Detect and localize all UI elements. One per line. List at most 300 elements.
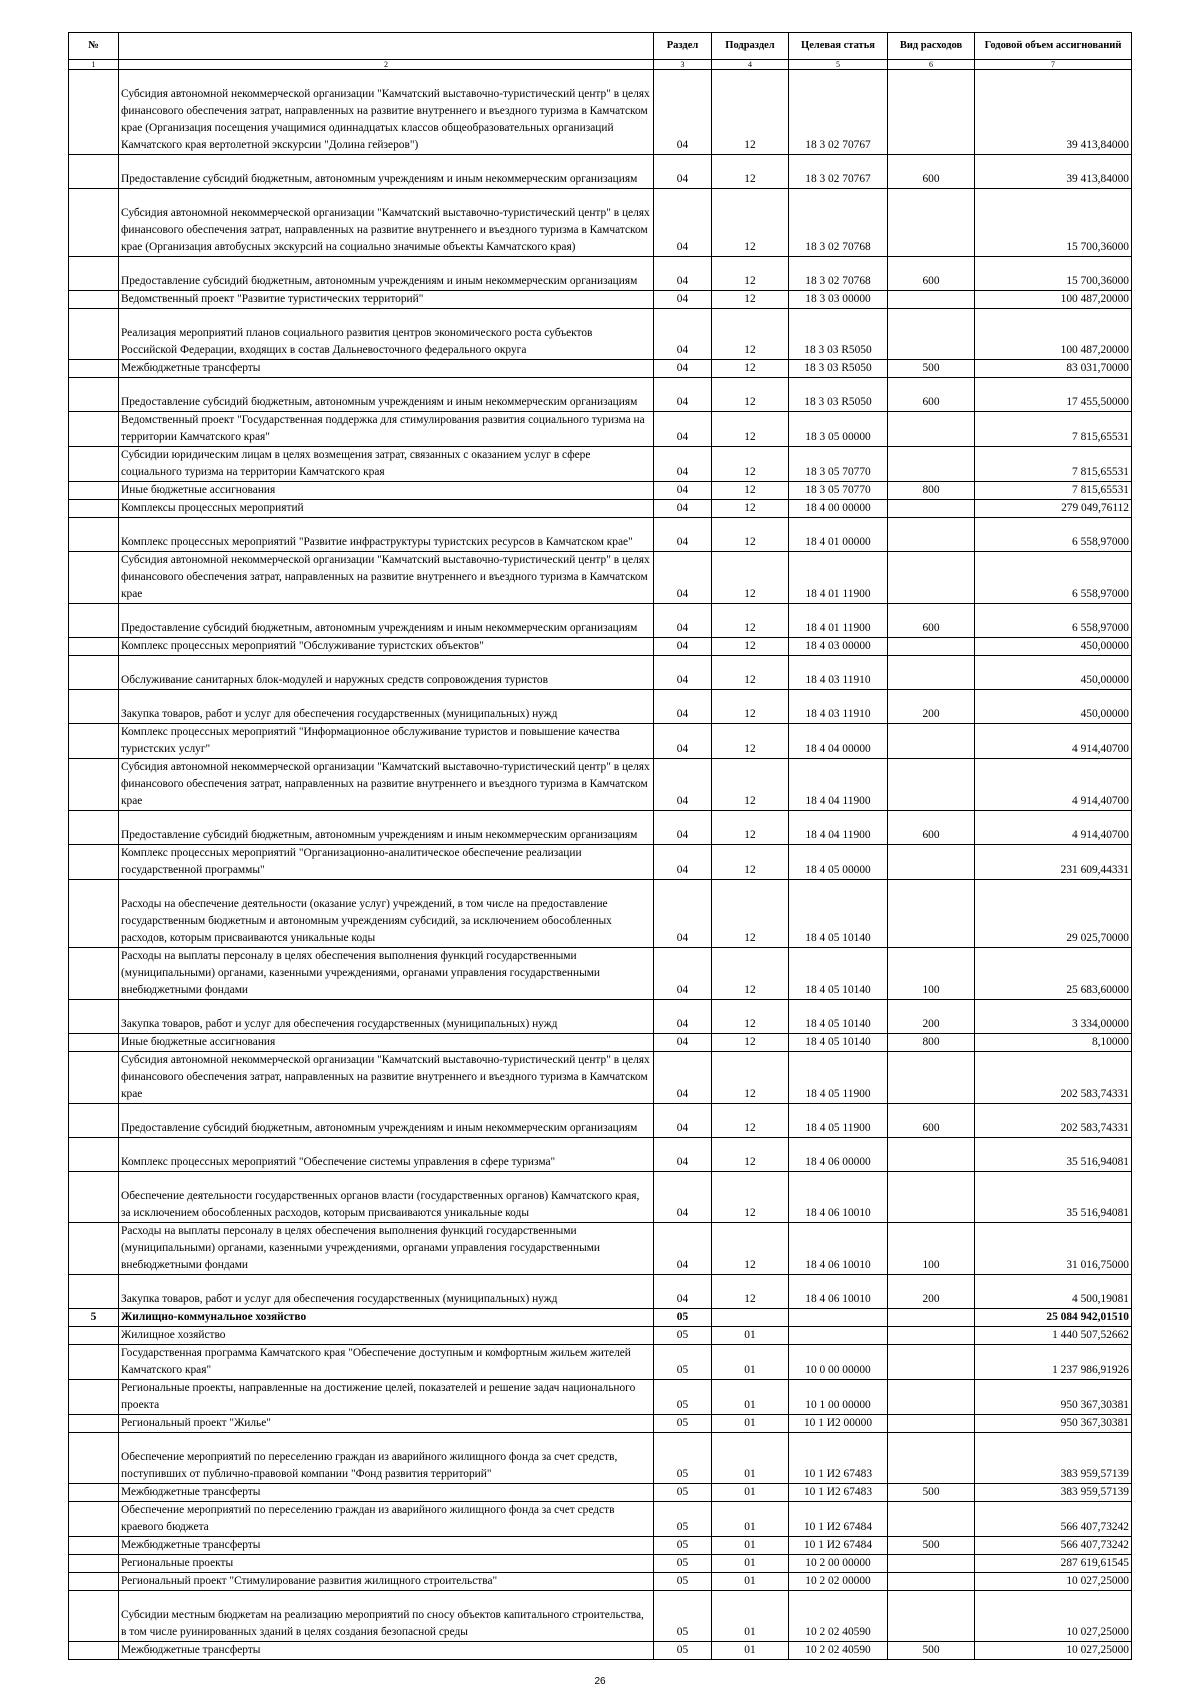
row-razdel-cell: 04 xyxy=(654,257,712,291)
row-vid-cell xyxy=(888,1415,975,1433)
row-vid-cell xyxy=(888,500,975,518)
row-celevaya-cell: 18 4 05 11900 xyxy=(789,1104,888,1138)
row-podrazdel-cell: 12 xyxy=(712,70,789,155)
table-row xyxy=(69,378,1132,412)
row-sum-cell: 3 334,00000 xyxy=(975,1000,1132,1034)
row-sum-cell: 1 237 986,91926 xyxy=(975,1345,1132,1380)
row-podrazdel-cell: 12 xyxy=(712,1275,789,1309)
row-num-cell xyxy=(69,1502,119,1537)
row-razdel-cell: 05 xyxy=(654,1591,712,1642)
row-sum-cell: 7 815,65531 xyxy=(975,482,1132,500)
row-podrazdel-cell: 12 xyxy=(712,1172,789,1223)
row-podrazdel-cell: 01 xyxy=(712,1433,789,1484)
table-row xyxy=(69,500,1132,518)
row-vid-cell xyxy=(888,1327,975,1345)
row-podrazdel-cell: 12 xyxy=(712,309,789,360)
row-podrazdel-cell: 12 xyxy=(712,360,789,378)
row-celevaya-cell: 18 4 01 00000 xyxy=(789,518,888,552)
row-razdel-cell: 04 xyxy=(654,447,712,482)
row-podrazdel-cell: 01 xyxy=(712,1573,789,1591)
row-vid-cell xyxy=(888,1555,975,1573)
header-row xyxy=(69,33,1132,60)
row-podrazdel-cell xyxy=(712,1309,789,1327)
row-num-cell xyxy=(69,1537,119,1555)
row-name-cell: Государственная программа Камчатского края "Обеспечение доступным и комфортным жильем жителей Камчатского края" xyxy=(119,1345,654,1380)
row-vid-cell xyxy=(888,552,975,604)
table-row xyxy=(69,155,1132,189)
table-row xyxy=(69,1138,1132,1172)
row-celevaya-cell: 18 4 01 11900 xyxy=(789,552,888,604)
row-num-cell xyxy=(69,1345,119,1380)
row-sum-cell: 39 413,84000 xyxy=(975,155,1132,189)
budget-table xyxy=(68,32,1132,1660)
table-row xyxy=(69,1433,1132,1484)
row-vid-cell: 200 xyxy=(888,1000,975,1034)
row-celevaya-cell: 18 3 02 70767 xyxy=(789,155,888,189)
row-num-cell xyxy=(69,1034,119,1052)
row-vid-cell xyxy=(888,1052,975,1104)
row-name-cell: Субсидия автономной некоммерческой организации "Камчатский выставочно-туристический центр" в целях финансового обеспечения затрат, направленных на развитие внутреннего и въездного туризма в Камчатском крае xyxy=(119,759,654,811)
row-num-cell xyxy=(69,845,119,880)
row-podrazdel-cell: 12 xyxy=(712,656,789,690)
row-num-cell xyxy=(69,447,119,482)
row-celevaya-cell: 18 3 02 70768 xyxy=(789,189,888,257)
row-razdel-cell: 04 xyxy=(654,880,712,948)
row-sum-cell: 287 619,61545 xyxy=(975,1555,1132,1573)
table-row xyxy=(69,1275,1132,1309)
row-num-cell xyxy=(69,1573,119,1591)
row-podrazdel-cell: 12 xyxy=(712,189,789,257)
row-podrazdel-cell: 12 xyxy=(712,1052,789,1104)
table-row xyxy=(69,1172,1132,1223)
row-num-cell xyxy=(69,482,119,500)
row-name-cell: Региональный проект "Стимулирование развития жилищного строительства" xyxy=(119,1573,654,1591)
column-number: 4 xyxy=(712,60,789,70)
row-celevaya-cell: 18 4 00 00000 xyxy=(789,500,888,518)
row-num-cell xyxy=(69,1104,119,1138)
row-celevaya-cell xyxy=(789,1309,888,1327)
column-number-row xyxy=(69,60,1132,70)
column-number: 2 xyxy=(119,60,654,70)
row-vid-cell xyxy=(888,1138,975,1172)
table-row xyxy=(69,309,1132,360)
row-name-cell: Субсидия автономной некоммерческой организации "Камчатский выставочно-туристический центр" в целях финансового обеспечения затрат, направленных на развитие внутреннего и въездного туризма в Камчатском крае xyxy=(119,552,654,604)
row-razdel-cell: 04 xyxy=(654,482,712,500)
table-row xyxy=(69,880,1132,948)
row-celevaya-cell: 18 4 04 00000 xyxy=(789,724,888,759)
row-vid-cell xyxy=(888,880,975,948)
table-row xyxy=(69,412,1132,447)
row-podrazdel-cell: 01 xyxy=(712,1327,789,1345)
row-razdel-cell: 05 xyxy=(654,1327,712,1345)
row-name-cell: Расходы на выплаты персоналу в целях обеспечения выполнения функций государственными (муниципальными) органами, казенными учреждениями, органами управления государственными внебюджетными фондами xyxy=(119,948,654,1000)
row-sum-cell: 100 487,20000 xyxy=(975,309,1132,360)
row-podrazdel-cell: 12 xyxy=(712,604,789,638)
row-sum-cell: 25 683,60000 xyxy=(975,948,1132,1000)
table-row xyxy=(69,1573,1132,1591)
table-row xyxy=(69,604,1132,638)
row-podrazdel-cell: 12 xyxy=(712,759,789,811)
row-name-cell: Предоставление субсидий бюджетным, автономным учреждениям и иным некоммерческим организациям xyxy=(119,257,654,291)
table-row xyxy=(69,291,1132,309)
row-podrazdel-cell: 12 xyxy=(712,500,789,518)
row-vid-cell xyxy=(888,1309,975,1327)
row-num-cell xyxy=(69,552,119,604)
row-sum-cell: 202 583,74331 xyxy=(975,1104,1132,1138)
row-podrazdel-cell: 12 xyxy=(712,724,789,759)
row-celevaya-cell: 18 3 03 R5050 xyxy=(789,360,888,378)
row-num-cell xyxy=(69,189,119,257)
row-name-cell: Ведомственный проект "Государственная поддержка для стимулирования развития социального туризма на территории Камчатского края" xyxy=(119,412,654,447)
table-row xyxy=(69,1327,1132,1345)
row-name-cell: Ведомственный проект "Развитие туристических территорий" xyxy=(119,291,654,309)
row-celevaya-cell: 18 4 06 10010 xyxy=(789,1275,888,1309)
row-celevaya-cell: 18 3 02 70767 xyxy=(789,70,888,155)
row-vid-cell: 100 xyxy=(888,1223,975,1275)
row-num-cell xyxy=(69,155,119,189)
row-razdel-cell: 04 xyxy=(654,1223,712,1275)
row-vid-cell: 600 xyxy=(888,257,975,291)
row-vid-cell xyxy=(888,412,975,447)
row-celevaya-cell: 10 1 00 00000 xyxy=(789,1380,888,1415)
row-num-cell xyxy=(69,518,119,552)
row-name-cell: Иные бюджетные ассигнования xyxy=(119,1034,654,1052)
row-razdel-cell: 05 xyxy=(654,1380,712,1415)
row-sum-cell: 383 959,57139 xyxy=(975,1484,1132,1502)
row-vid-cell xyxy=(888,1591,975,1642)
row-celevaya-cell: 18 4 05 10140 xyxy=(789,1034,888,1052)
row-vid-cell: 600 xyxy=(888,378,975,412)
table-row xyxy=(69,1537,1132,1555)
row-razdel-cell: 04 xyxy=(654,378,712,412)
row-num-cell xyxy=(69,759,119,811)
row-sum-cell: 950 367,30381 xyxy=(975,1380,1132,1415)
table-row xyxy=(69,70,1132,155)
row-razdel-cell: 05 xyxy=(654,1484,712,1502)
row-name-cell: Закупка товаров, работ и услуг для обеспечения государственных (муниципальных) нужд xyxy=(119,690,654,724)
table-row xyxy=(69,1052,1132,1104)
row-razdel-cell: 04 xyxy=(654,724,712,759)
row-razdel-cell: 04 xyxy=(654,1052,712,1104)
row-celevaya-cell: 10 2 02 40590 xyxy=(789,1642,888,1660)
row-name-cell: Закупка товаров, работ и услуг для обеспечения государственных (муниципальных) нужд xyxy=(119,1275,654,1309)
row-name-cell: Комплекс процессных мероприятий "Развитие инфраструктуры туристских ресурсов в Камчатском крае" xyxy=(119,518,654,552)
column-number: 1 xyxy=(69,60,119,70)
table-row xyxy=(69,724,1132,759)
row-sum-cell: 35 516,94081 xyxy=(975,1172,1132,1223)
row-podrazdel-cell: 12 xyxy=(712,880,789,948)
table-row xyxy=(69,1591,1132,1642)
row-vid-cell xyxy=(888,447,975,482)
row-razdel-cell: 04 xyxy=(654,309,712,360)
row-sum-cell: 950 367,30381 xyxy=(975,1415,1132,1433)
row-vid-cell: 100 xyxy=(888,948,975,1000)
table-row xyxy=(69,1380,1132,1415)
column-number: 6 xyxy=(888,60,975,70)
row-celevaya-cell: 18 3 03 R5050 xyxy=(789,378,888,412)
row-razdel-cell: 04 xyxy=(654,1034,712,1052)
row-sum-cell: 4 914,40700 xyxy=(975,724,1132,759)
row-name-cell: Закупка товаров, работ и услуг для обеспечения государственных (муниципальных) нужд xyxy=(119,1000,654,1034)
row-num-cell xyxy=(69,1484,119,1502)
row-num-cell xyxy=(69,360,119,378)
row-num-cell xyxy=(69,1555,119,1573)
row-razdel-cell: 04 xyxy=(654,948,712,1000)
row-razdel-cell: 04 xyxy=(654,291,712,309)
row-celevaya-cell: 18 4 05 00000 xyxy=(789,845,888,880)
row-podrazdel-cell: 01 xyxy=(712,1555,789,1573)
row-sum-cell: 6 558,97000 xyxy=(975,552,1132,604)
row-num-cell xyxy=(69,1000,119,1034)
row-vid-cell xyxy=(888,759,975,811)
row-podrazdel-cell: 01 xyxy=(712,1380,789,1415)
row-vid-cell xyxy=(888,189,975,257)
row-num-cell xyxy=(69,690,119,724)
row-vid-cell xyxy=(888,1502,975,1537)
row-num-cell xyxy=(69,724,119,759)
row-name-cell: Реализация мероприятий планов социального развития центров экономического роста субъектов Российской Федерации, входящих в состав Дальневосточного федерального округа xyxy=(119,309,654,360)
row-vid-cell: 500 xyxy=(888,1484,975,1502)
row-podrazdel-cell: 01 xyxy=(712,1345,789,1380)
row-razdel-cell: 04 xyxy=(654,189,712,257)
row-razdel-cell: 05 xyxy=(654,1642,712,1660)
page-number: 26 xyxy=(594,1676,606,1687)
row-celevaya-cell: 10 1 И2 67483 xyxy=(789,1433,888,1484)
row-vid-cell: 600 xyxy=(888,604,975,638)
row-name-cell: Комплекс процессных мероприятий "Информационное обслуживание туристов и повышение качества туристских услуг" xyxy=(119,724,654,759)
row-vid-cell: 500 xyxy=(888,1537,975,1555)
row-sum-cell: 6 558,97000 xyxy=(975,604,1132,638)
row-celevaya-cell: 10 2 02 00000 xyxy=(789,1573,888,1591)
row-num-cell xyxy=(69,309,119,360)
row-razdel-cell: 05 xyxy=(654,1555,712,1573)
row-num-cell xyxy=(69,1052,119,1104)
row-razdel-cell: 04 xyxy=(654,412,712,447)
row-name-cell: Расходы на обеспечение деятельности (оказание услуг) учреждений, в том числе на предоставление государственным бюджетным и автономным учреждениям субсидий, за исключением обособленных расходов, которым присваиваются уникальные коды xyxy=(119,880,654,948)
row-sum-cell: 10 027,25000 xyxy=(975,1591,1132,1642)
row-name-cell: Жилищно-коммунальное хозяйство xyxy=(119,1309,654,1327)
row-celevaya-cell: 18 3 02 70768 xyxy=(789,257,888,291)
row-celevaya-cell: 10 2 00 00000 xyxy=(789,1555,888,1573)
row-vid-cell: 600 xyxy=(888,155,975,189)
row-razdel-cell: 04 xyxy=(654,1138,712,1172)
row-num-cell xyxy=(69,1138,119,1172)
table-row xyxy=(69,1502,1132,1537)
row-celevaya-cell: 18 3 03 00000 xyxy=(789,291,888,309)
row-razdel-cell: 04 xyxy=(654,500,712,518)
row-razdel-cell: 04 xyxy=(654,656,712,690)
row-razdel-cell: 04 xyxy=(654,552,712,604)
row-name-cell: Обеспечение мероприятий по переселению граждан из аварийного жилищного фонда за счет средств краевого бюджета xyxy=(119,1502,654,1537)
table-row xyxy=(69,360,1132,378)
column-number: 5 xyxy=(789,60,888,70)
row-razdel-cell: 04 xyxy=(654,70,712,155)
row-razdel-cell: 05 xyxy=(654,1345,712,1380)
row-name-cell: Региональный проект "Жилье" xyxy=(119,1415,654,1433)
row-podrazdel-cell: 01 xyxy=(712,1484,789,1502)
row-vid-cell: 500 xyxy=(888,360,975,378)
row-celevaya-cell: 18 4 06 00000 xyxy=(789,1138,888,1172)
row-celevaya-cell: 18 4 06 10010 xyxy=(789,1223,888,1275)
row-sum-cell: 7 815,65531 xyxy=(975,412,1132,447)
row-razdel-cell: 04 xyxy=(654,360,712,378)
row-razdel-cell: 05 xyxy=(654,1502,712,1537)
row-name-cell: Предоставление субсидий бюджетным, автономным учреждениям и иным некоммерческим организациям xyxy=(119,811,654,845)
row-name-cell: Иные бюджетные ассигнования xyxy=(119,482,654,500)
header-obem: Годовой объем ассигнований xyxy=(975,33,1132,60)
row-num-cell xyxy=(69,1433,119,1484)
table-row xyxy=(69,189,1132,257)
row-razdel-cell: 05 xyxy=(654,1415,712,1433)
row-celevaya-cell: 18 4 06 10010 xyxy=(789,1172,888,1223)
row-vid-cell xyxy=(888,1172,975,1223)
row-razdel-cell: 04 xyxy=(654,845,712,880)
row-name-cell: Предоставление субсидий бюджетным, автономным учреждениям и иным некоммерческим организациям xyxy=(119,604,654,638)
row-name-cell: Обеспечение деятельности государственных органов власти (государственных органов) Камчатского края, за исключением обособленных расходов, которым присваиваются уникальные коды xyxy=(119,1172,654,1223)
table-row xyxy=(69,1034,1132,1052)
row-name-cell: Межбюджетные трансферты xyxy=(119,360,654,378)
row-razdel-cell: 04 xyxy=(654,811,712,845)
row-celevaya-cell: 18 4 01 11900 xyxy=(789,604,888,638)
row-podrazdel-cell: 01 xyxy=(712,1537,789,1555)
row-podrazdel-cell: 12 xyxy=(712,155,789,189)
row-name-cell: Субсидия автономной некоммерческой организации "Камчатский выставочно-туристический центр" в целях финансового обеспечения затрат, направленных на развитие внутреннего и въездного туризма в Камчатском крае (Организация посещения учащимися одиннадцатых классов общеобразовательных организаций Камчатского края вертолетной экскурсии "Долина гейзеров") xyxy=(119,70,654,155)
row-podrazdel-cell: 12 xyxy=(712,447,789,482)
row-celevaya-cell: 10 1 И2 67484 xyxy=(789,1537,888,1555)
header-celevaya: Целевая статья xyxy=(789,33,888,60)
row-vid-cell xyxy=(888,518,975,552)
row-sum-cell: 15 700,36000 xyxy=(975,189,1132,257)
row-name-cell: Предоставление субсидий бюджетным, автономным учреждениям и иным некоммерческим организациям xyxy=(119,378,654,412)
row-name-cell: Комплекс процессных мероприятий "Организационно-аналитическое обеспечение реализации государственной программы" xyxy=(119,845,654,880)
row-celevaya-cell: 18 4 05 10140 xyxy=(789,948,888,1000)
row-name-cell: Субсидия автономной некоммерческой организации "Камчатский выставочно-туристический центр" в целях финансового обеспечения затрат, направленных на развитие внутреннего и въездного туризма в Камчатском крае (Организация автобусных экскурсий на социально значимые объекты Камчатского края) xyxy=(119,189,654,257)
row-razdel-cell: 04 xyxy=(654,690,712,724)
row-sum-cell: 4 500,19081 xyxy=(975,1275,1132,1309)
table-row xyxy=(69,1484,1132,1502)
row-podrazdel-cell: 01 xyxy=(712,1502,789,1537)
row-celevaya-cell: 18 3 05 70770 xyxy=(789,447,888,482)
row-razdel-cell: 05 xyxy=(654,1573,712,1591)
row-celevaya-cell: 18 4 05 10140 xyxy=(789,1000,888,1034)
row-podrazdel-cell: 12 xyxy=(712,1000,789,1034)
row-celevaya-cell: 10 0 00 00000 xyxy=(789,1345,888,1380)
row-sum-cell: 15 700,36000 xyxy=(975,257,1132,291)
row-sum-cell: 566 407,73242 xyxy=(975,1537,1132,1555)
row-sum-cell: 202 583,74331 xyxy=(975,1052,1132,1104)
header-name xyxy=(119,33,654,60)
row-sum-cell: 7 815,65531 xyxy=(975,447,1132,482)
row-podrazdel-cell: 12 xyxy=(712,1138,789,1172)
row-razdel-cell: 05 xyxy=(654,1537,712,1555)
row-celevaya-cell: 10 1 И2 67483 xyxy=(789,1484,888,1502)
row-sum-cell: 17 455,50000 xyxy=(975,378,1132,412)
row-num-cell xyxy=(69,257,119,291)
column-number: 7 xyxy=(975,60,1132,70)
row-razdel-cell: 04 xyxy=(654,1000,712,1034)
row-vid-cell xyxy=(888,1573,975,1591)
row-num-cell xyxy=(69,412,119,447)
row-sum-cell: 450,00000 xyxy=(975,690,1132,724)
row-name-cell: Комплексы процессных мероприятий xyxy=(119,500,654,518)
table-row xyxy=(69,656,1132,690)
row-podrazdel-cell: 12 xyxy=(712,811,789,845)
row-celevaya-cell: 18 4 03 11910 xyxy=(789,690,888,724)
row-razdel-cell: 05 xyxy=(654,1433,712,1484)
header-razdel: Раздел xyxy=(654,33,712,60)
row-vid-cell: 200 xyxy=(888,1275,975,1309)
table-row xyxy=(69,447,1132,482)
row-sum-cell: 35 516,94081 xyxy=(975,1138,1132,1172)
row-podrazdel-cell: 01 xyxy=(712,1642,789,1660)
row-name-cell: Региональные проекты xyxy=(119,1555,654,1573)
row-name-cell: Обеспечение мероприятий по переселению граждан из аварийного жилищного фонда за счет средств, поступивших от публично-правовой компании "Фонд развития территорий" xyxy=(119,1433,654,1484)
row-num-cell xyxy=(69,70,119,155)
row-name-cell: Межбюджетные трансферты xyxy=(119,1484,654,1502)
row-num-cell xyxy=(69,1327,119,1345)
row-celevaya-cell: 18 4 05 10140 xyxy=(789,880,888,948)
row-podrazdel-cell: 12 xyxy=(712,378,789,412)
row-sum-cell: 100 487,20000 xyxy=(975,291,1132,309)
row-name-cell: Межбюджетные трансферты xyxy=(119,1537,654,1555)
row-razdel-cell: 04 xyxy=(654,1172,712,1223)
row-podrazdel-cell: 12 xyxy=(712,552,789,604)
row-celevaya-cell xyxy=(789,1327,888,1345)
row-celevaya-cell: 18 4 04 11900 xyxy=(789,759,888,811)
row-vid-cell xyxy=(888,1380,975,1415)
row-podrazdel-cell: 12 xyxy=(712,1034,789,1052)
row-num-cell xyxy=(69,948,119,1000)
table-row xyxy=(69,1223,1132,1275)
header-num: № xyxy=(69,33,119,60)
row-name-cell: Субсидии юридическим лицам в целях возмещения затрат, связанных с оказанием услуг в сфере социального туризма на территории Камчатского края xyxy=(119,447,654,482)
row-podrazdel-cell: 12 xyxy=(712,948,789,1000)
row-sum-cell: 6 558,97000 xyxy=(975,518,1132,552)
table-row xyxy=(69,690,1132,724)
row-vid-cell xyxy=(888,1433,975,1484)
row-vid-cell xyxy=(888,656,975,690)
row-num-cell xyxy=(69,1223,119,1275)
row-sum-cell: 10 027,25000 xyxy=(975,1573,1132,1591)
row-sum-cell: 383 959,57139 xyxy=(975,1433,1132,1484)
row-celevaya-cell: 18 3 05 00000 xyxy=(789,412,888,447)
row-num-cell xyxy=(69,811,119,845)
row-num-cell xyxy=(69,378,119,412)
row-num-cell xyxy=(69,1642,119,1660)
table-row xyxy=(69,1555,1132,1573)
row-celevaya-cell: 18 4 03 00000 xyxy=(789,638,888,656)
row-num-cell xyxy=(69,880,119,948)
row-sum-cell: 450,00000 xyxy=(975,656,1132,690)
row-num-cell xyxy=(69,1415,119,1433)
row-num-cell xyxy=(69,1172,119,1223)
row-sum-cell: 279 049,76112 xyxy=(975,500,1132,518)
row-podrazdel-cell: 12 xyxy=(712,518,789,552)
row-vid-cell xyxy=(888,845,975,880)
row-sum-cell: 231 609,44331 xyxy=(975,845,1132,880)
row-vid-cell: 800 xyxy=(888,1034,975,1052)
table-row xyxy=(69,257,1132,291)
table-row xyxy=(69,759,1132,811)
row-podrazdel-cell: 12 xyxy=(712,1104,789,1138)
row-name-cell: Предоставление субсидий бюджетным, автономным учреждениям и иным некоммерческим организациям xyxy=(119,155,654,189)
row-num-cell xyxy=(69,291,119,309)
table-row xyxy=(69,1345,1132,1380)
row-num-cell xyxy=(69,1591,119,1642)
row-sum-cell: 83 031,70000 xyxy=(975,360,1132,378)
row-podrazdel-cell: 12 xyxy=(712,291,789,309)
row-celevaya-cell: 10 1 И2 00000 xyxy=(789,1415,888,1433)
